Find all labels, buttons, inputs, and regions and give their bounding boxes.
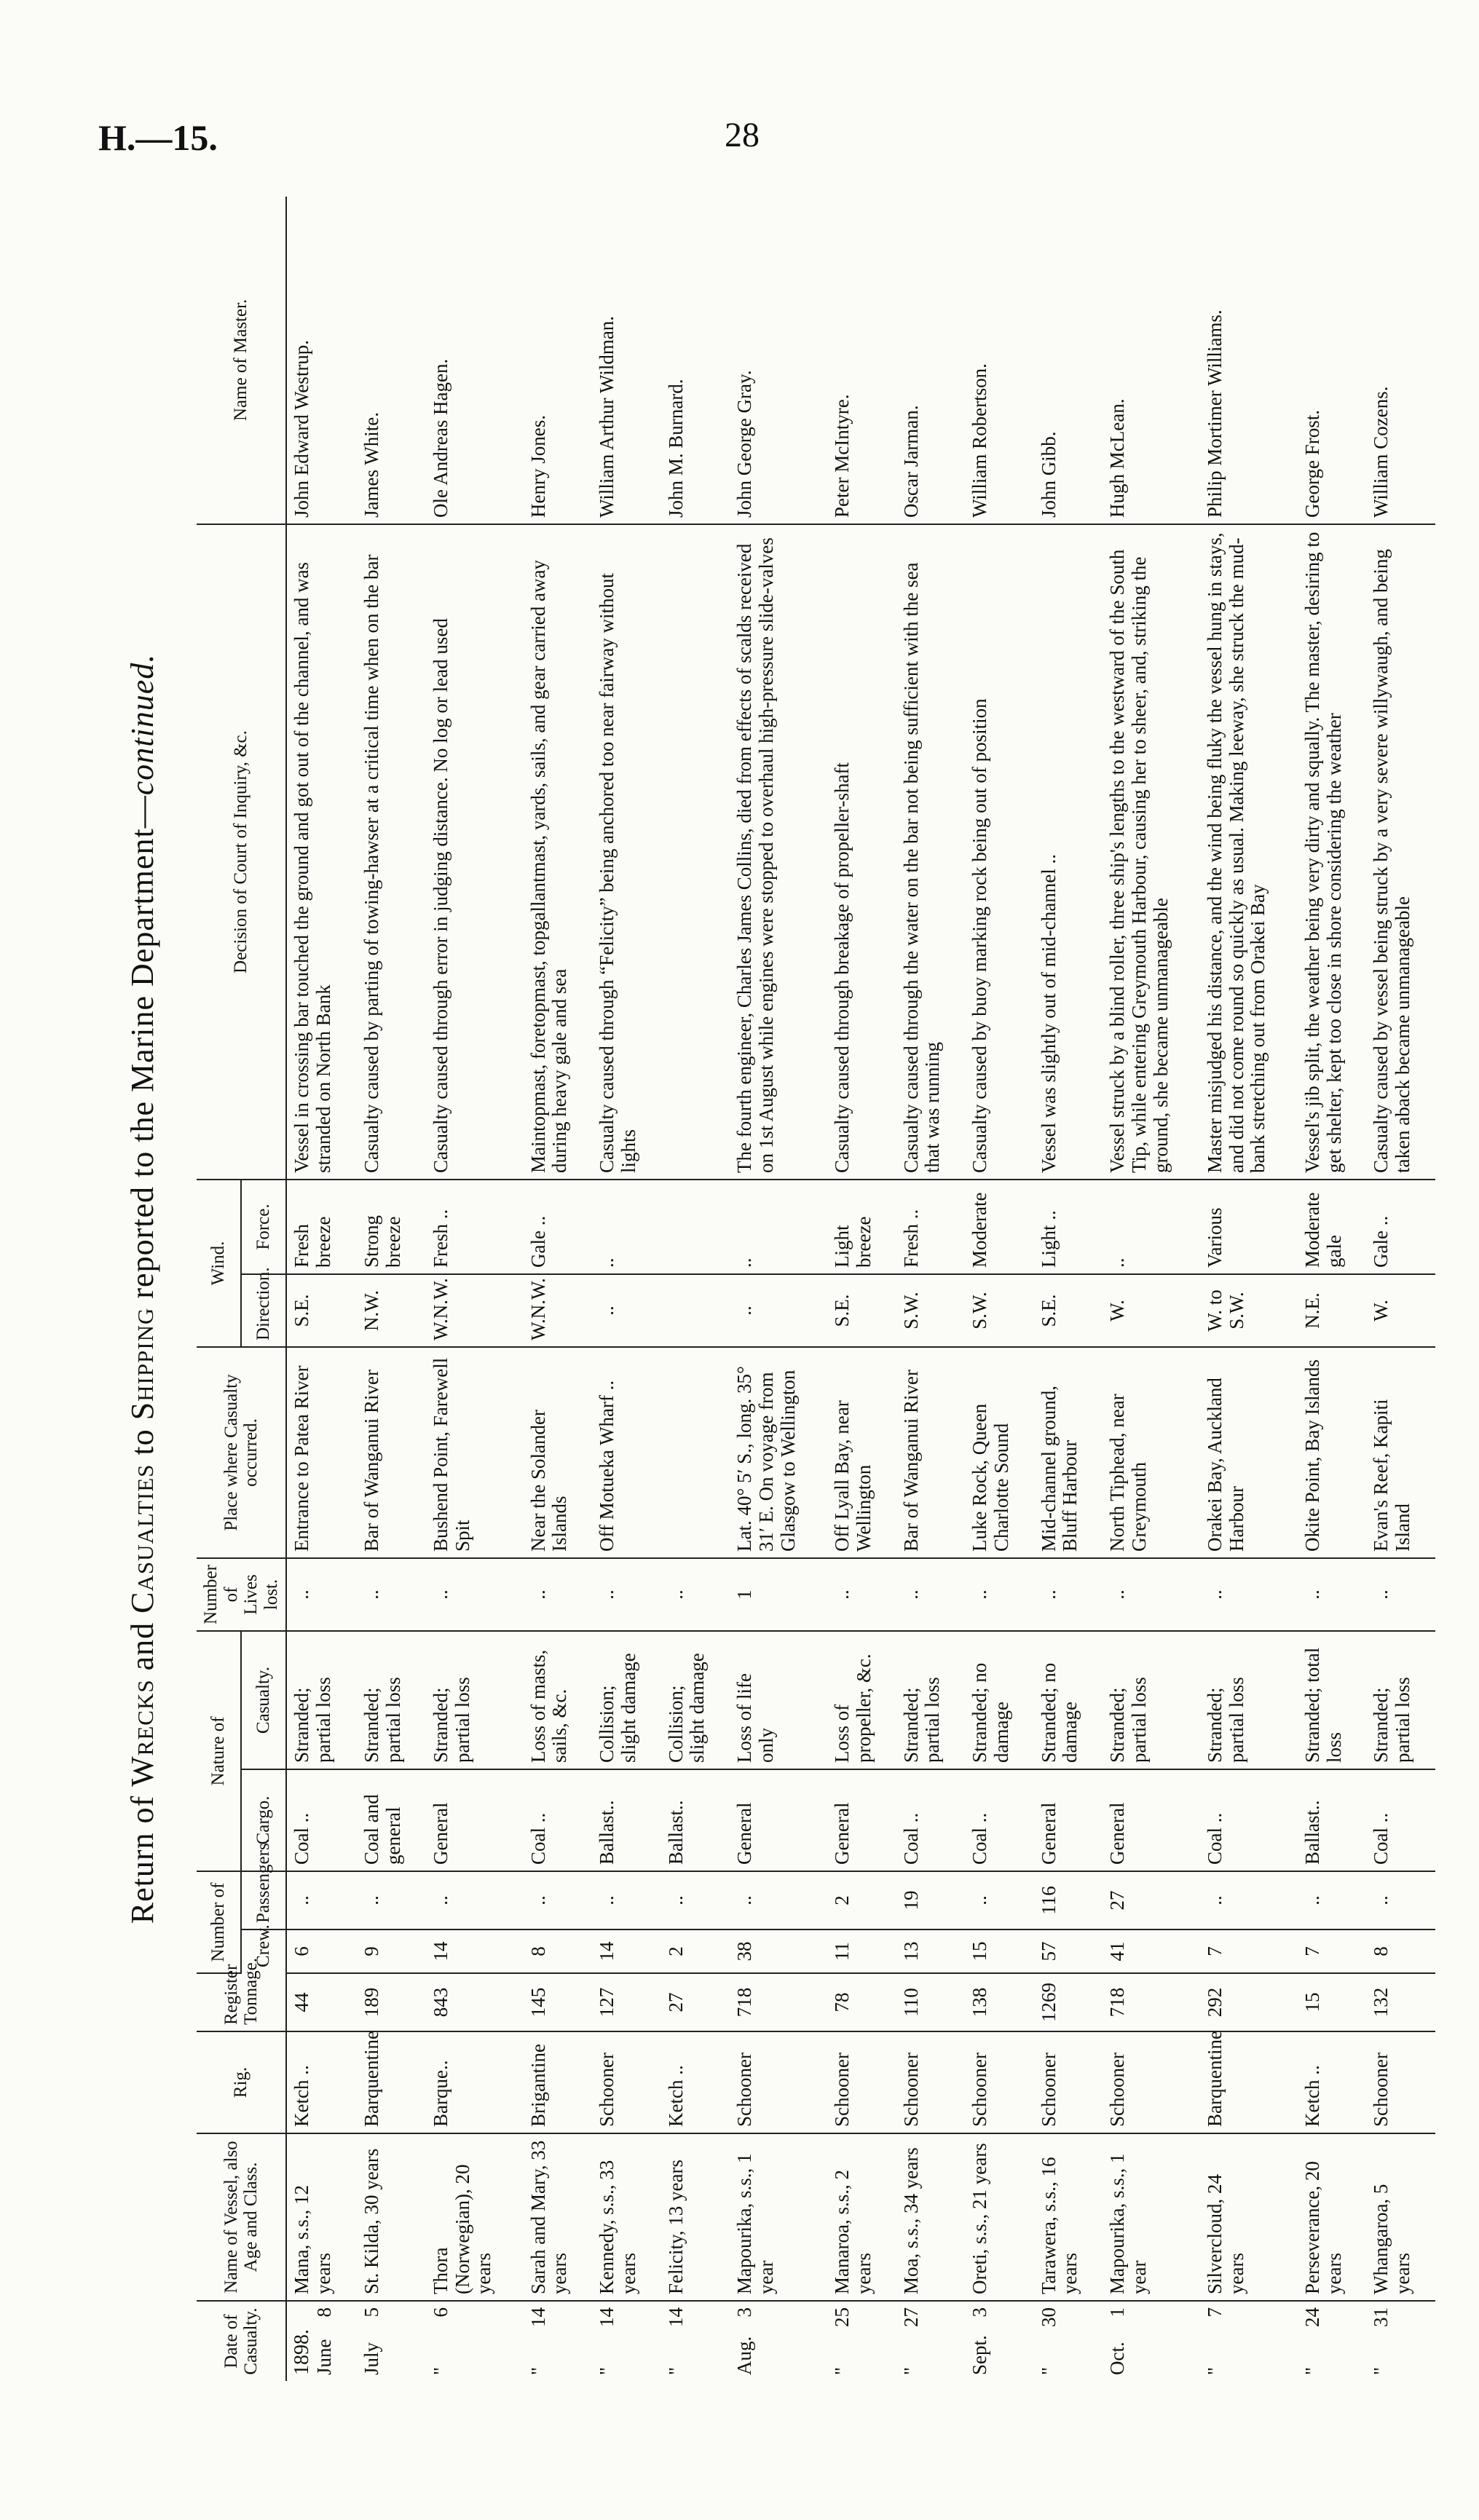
table-row bbox=[1366, 197, 1435, 2381]
col-decision: Decision of Court of Inquiry, &c. bbox=[197, 524, 286, 1180]
place-cell: Bar of Wanganui River bbox=[896, 1347, 966, 1558]
vessel-cell: Perseverance, 20 years bbox=[1298, 2133, 1367, 2301]
casualty-cell: Stranded; no damage bbox=[1034, 1631, 1103, 1769]
place-cell: Evan's Reef, Kapiti Island bbox=[1366, 1347, 1435, 1558]
crew-cell: 38 bbox=[730, 1930, 827, 1973]
place-cell: Orakei Bay, Auckland Harbour bbox=[1200, 1347, 1298, 1558]
tonnage-cell: 189 bbox=[357, 1973, 426, 2031]
wind-direction-cell: S.W. bbox=[965, 1274, 1034, 1347]
col-casualty: Casualty. bbox=[241, 1631, 286, 1769]
lives-lost-cell: .. bbox=[827, 1558, 896, 1631]
col-vessel: Name of Vessel, also Age and Class. bbox=[197, 2133, 286, 2301]
month: " bbox=[1370, 2366, 1392, 2375]
master-cell: John Edward Westrup. bbox=[286, 197, 357, 524]
passengers-cell: .. bbox=[1366, 1871, 1435, 1930]
table-row bbox=[730, 197, 827, 2381]
decision-cell: Casualty caused through error in judging distance. No log or lead used bbox=[426, 524, 524, 1180]
table-row bbox=[1034, 197, 1103, 2381]
tonnage-cell: 27 bbox=[661, 1973, 730, 2031]
master-cell: Peter McIntyre. bbox=[827, 197, 896, 524]
passengers-cell: .. bbox=[1298, 1871, 1367, 1930]
master-cell: William Robertson. bbox=[965, 197, 1034, 524]
col-direction: Direction. bbox=[241, 1274, 286, 1347]
vessel-cell: Kennedy, s.s., 33 years bbox=[592, 2133, 661, 2301]
tonnage-cell: 15 bbox=[1298, 1973, 1367, 2031]
day: 6 bbox=[429, 2307, 451, 2318]
cargo-cell: General bbox=[426, 1769, 524, 1871]
place-cell: Mid-channel ground, Bluff Harbour bbox=[1034, 1347, 1103, 1558]
passengers-cell: .. bbox=[524, 1871, 593, 1930]
tonnage-cell: 127 bbox=[592, 1973, 661, 2031]
lives-lost-cell: .. bbox=[524, 1558, 593, 1631]
master-cell: John M. Burnard. bbox=[661, 197, 730, 524]
col-master: Name of Master. bbox=[197, 197, 286, 524]
cargo-cell: Ballast.. bbox=[1298, 1769, 1367, 1871]
table-title: Return of Wrecks and Casualties to Shipping reported to the Marine Department—continued. bbox=[125, 653, 160, 1924]
lives-lost-cell: .. bbox=[896, 1558, 966, 1631]
rig-cell: Schooner bbox=[1034, 2031, 1103, 2133]
rig-cell: Barquentine bbox=[1200, 2031, 1298, 2133]
wind-direction-cell: W. to S.W. bbox=[1200, 1274, 1298, 1347]
tonnage-cell: 110 bbox=[896, 1973, 966, 2031]
vessel-cell: Mana, s.s., 12 years bbox=[286, 2133, 357, 2301]
passengers-cell: .. bbox=[357, 1871, 426, 1930]
date-cell bbox=[827, 2301, 896, 2381]
crew-cell: 9 bbox=[357, 1930, 426, 1973]
decision-cell: Casualty caused by parting of towing-hawser at a critical time when on the bar bbox=[357, 524, 426, 1180]
day: 27 bbox=[899, 2307, 922, 2327]
rig-cell: Ketch .. bbox=[286, 2031, 357, 2133]
rig-cell: Schooner bbox=[896, 2031, 966, 2133]
wind-force-cell: .. bbox=[1103, 1180, 1200, 1274]
casualty-cell: Collision; slight damage bbox=[661, 1631, 730, 1769]
lives-lost-cell: .. bbox=[661, 1558, 730, 1631]
date-cell bbox=[1366, 2301, 1435, 2381]
passengers-cell: .. bbox=[661, 1871, 730, 1930]
table-row bbox=[524, 197, 593, 2381]
tonnage-cell: 138 bbox=[965, 1973, 1034, 2031]
wind-force-cell: Strong breeze bbox=[357, 1180, 426, 1274]
tonnage-cell: 145 bbox=[524, 1973, 593, 2031]
vessel-cell: Sarah and Mary, 33 years bbox=[524, 2133, 593, 2301]
casualty-cell: Stranded; total loss bbox=[1298, 1631, 1367, 1769]
date-cell bbox=[1200, 2301, 1298, 2381]
decision-cell: The fourth engineer, Charles James Collins, died from effects of scalds received on 1st August while engines were stopped to overhaul high-pressure slide-valves bbox=[730, 524, 827, 1180]
decision-cell: Casualty caused by vessel being struck by a very severe willywaugh, and being taken aback became unmanageable bbox=[1366, 524, 1435, 1180]
wind-force-cell: Gale .. bbox=[1366, 1180, 1435, 1274]
col-cargo: Cargo. bbox=[241, 1769, 286, 1871]
month: June bbox=[312, 2339, 335, 2375]
col-passengers: Passengers. bbox=[241, 1871, 286, 1930]
place-cell: Entrance to Patea River bbox=[286, 1347, 357, 1558]
casualty-cell: Stranded; partial loss bbox=[357, 1631, 426, 1769]
master-cell: William Cozens. bbox=[1366, 197, 1435, 524]
tonnage-cell: 292 bbox=[1200, 1973, 1298, 2031]
day: 25 bbox=[831, 2307, 853, 2327]
passengers-cell: .. bbox=[1200, 1871, 1298, 1930]
table-row bbox=[592, 197, 661, 2381]
casualty-cell: Loss of propeller, &c. bbox=[827, 1631, 896, 1769]
rig-cell: Schooner bbox=[1366, 2031, 1435, 2133]
vessel-cell: Whangaroa, 5 years bbox=[1366, 2133, 1435, 2301]
month: Sept. bbox=[969, 2335, 991, 2375]
master-cell: John George Gray. bbox=[730, 197, 827, 524]
date-cell bbox=[592, 2301, 661, 2381]
place-cell bbox=[661, 1347, 730, 1558]
month: Oct. bbox=[1106, 2342, 1129, 2375]
col-number-of: Number of bbox=[197, 1871, 241, 1973]
vessel-cell: St. Kilda, 30 years bbox=[357, 2133, 426, 2301]
place-cell: Off Lyall Bay, near Wellington bbox=[827, 1347, 896, 1558]
crew-cell: 13 bbox=[896, 1930, 966, 1973]
crew-cell: 6 bbox=[286, 1930, 357, 1973]
wind-force-cell: Moderate bbox=[965, 1180, 1034, 1274]
decision-cell: Casualty caused through breakage of propeller-shaft bbox=[827, 524, 896, 1180]
place-cell: Bar of Wanganui River bbox=[357, 1347, 426, 1558]
date-cell bbox=[965, 2301, 1034, 2381]
wind-direction-cell: W.N.W. bbox=[426, 1274, 524, 1347]
col-force: Force. bbox=[241, 1180, 286, 1274]
date-cell bbox=[1103, 2301, 1200, 2381]
master-cell: Philip Mortimer Williams. bbox=[1200, 197, 1298, 524]
crew-cell: 11 bbox=[827, 1930, 896, 1973]
table-row bbox=[426, 197, 524, 2381]
master-cell: William Arthur Wildman. bbox=[592, 197, 661, 524]
wind-force-cell: .. bbox=[730, 1180, 827, 1274]
day: 1 bbox=[1106, 2307, 1129, 2318]
tonnage-cell: 44 bbox=[286, 1973, 357, 2031]
tonnage-cell: 718 bbox=[1103, 1973, 1200, 2031]
passengers-cell: 2 bbox=[827, 1871, 896, 1930]
rig-cell: Barquentine bbox=[357, 2031, 426, 2133]
lives-lost-cell: .. bbox=[357, 1558, 426, 1631]
month: " bbox=[429, 2366, 451, 2375]
rig-cell: Brigantine bbox=[524, 2031, 593, 2133]
month: " bbox=[831, 2366, 853, 2375]
date-cell bbox=[286, 2301, 357, 2381]
cargo-cell: Coal .. bbox=[286, 1769, 357, 1871]
tonnage-cell: 1269 bbox=[1034, 1973, 1103, 2031]
month: " bbox=[1203, 2366, 1226, 2375]
table-row bbox=[965, 197, 1034, 2381]
wind-direction-cell: N.E. bbox=[1298, 1274, 1367, 1347]
wind-force-cell: Fresh .. bbox=[896, 1180, 966, 1274]
crew-cell: 7 bbox=[1200, 1930, 1298, 1973]
place-cell: North Tiphead, near Greymouth bbox=[1103, 1347, 1200, 1558]
lives-lost-cell: .. bbox=[286, 1558, 357, 1631]
place-cell: Bushend Point, Farewell Spit bbox=[426, 1347, 524, 1558]
wind-direction-cell: W.N.W. bbox=[524, 1274, 593, 1347]
lives-lost-cell: 1 bbox=[730, 1558, 827, 1631]
col-lives-lost: Number of Lives lost. bbox=[197, 1558, 286, 1631]
col-rig: Rig. bbox=[197, 2031, 286, 2133]
day: 14 bbox=[664, 2307, 687, 2327]
date-cell bbox=[357, 2301, 426, 2381]
col-place: Place where Casualty occurred. bbox=[197, 1347, 286, 1558]
cargo-cell: General bbox=[1103, 1769, 1200, 1871]
month: " bbox=[1301, 2366, 1323, 2375]
lives-lost-cell: .. bbox=[1200, 1558, 1298, 1631]
col-crew: Crew. bbox=[241, 1930, 286, 1973]
master-cell: Henry Jones. bbox=[524, 197, 593, 524]
wind-force-cell: Various bbox=[1200, 1180, 1298, 1274]
day: 14 bbox=[596, 2307, 618, 2327]
cargo-cell: Ballast.. bbox=[592, 1769, 661, 1871]
passengers-cell: 19 bbox=[896, 1871, 966, 1930]
cargo-cell: Coal .. bbox=[524, 1769, 593, 1871]
passengers-cell: .. bbox=[730, 1871, 827, 1930]
cargo-cell: Coal .. bbox=[965, 1769, 1034, 1871]
rig-cell: Ketch .. bbox=[661, 2031, 730, 2133]
vessel-cell: Manaroa, s.s., 2 years bbox=[827, 2133, 896, 2301]
master-cell: George Frost. bbox=[1298, 197, 1367, 524]
place-cell: Lat. 40° 5′ S., long. 35° 31′ E. On voyage from Glasgow to Wellington bbox=[730, 1347, 827, 1558]
wind-force-cell: .. bbox=[592, 1180, 661, 1274]
lives-lost-cell: .. bbox=[426, 1558, 524, 1631]
table-row bbox=[661, 197, 730, 2381]
decision-cell: Vessel's jib split, the weather being very dirty and squally. The master, desiring to get shelter, kept too close in shore considering the weather bbox=[1298, 524, 1367, 1180]
wind-direction-cell: .. bbox=[592, 1274, 661, 1347]
place-cell: Off Motueka Wharf .. bbox=[592, 1347, 661, 1558]
passengers-cell: .. bbox=[965, 1871, 1034, 1930]
day: 24 bbox=[1301, 2307, 1323, 2327]
day: 8 bbox=[312, 2307, 335, 2318]
cargo-cell: Coal .. bbox=[1200, 1769, 1298, 1871]
crew-cell: 57 bbox=[1034, 1930, 1103, 1973]
col-tonnage: Register Tonnage. bbox=[197, 1973, 286, 2031]
decision-cell: Vessel was slightly out of mid-channel .. bbox=[1034, 524, 1103, 1180]
wind-direction-cell: .. bbox=[730, 1274, 827, 1347]
table-row bbox=[357, 197, 426, 2381]
cargo-cell: General bbox=[730, 1769, 827, 1871]
decision-cell bbox=[661, 524, 730, 1180]
crew-cell: 2 bbox=[661, 1930, 730, 1973]
day: 5 bbox=[360, 2307, 383, 2318]
rotated-table-region bbox=[124, 197, 1427, 2381]
wind-direction-cell: S.E. bbox=[286, 1274, 357, 1347]
casualty-cell: Stranded; partial loss bbox=[896, 1631, 966, 1769]
decision-cell: Casualty caused through “Felicity” being anchored too near fairway without lights bbox=[592, 524, 661, 1180]
decision-cell: Maintopmast, foretopmast, topgallantmast, yards, sails, and gear carried away during heavy gale and sea bbox=[524, 524, 593, 1180]
place-cell: Luke Rock, Queen Charlotte Sound bbox=[965, 1347, 1034, 1558]
date-cell bbox=[426, 2301, 524, 2381]
master-cell: John Gibb. bbox=[1034, 197, 1103, 524]
place-cell: Okite Point, Bay Islands bbox=[1298, 1347, 1367, 1558]
vessel-cell: Oreti, s.s., 21 years bbox=[965, 2133, 1034, 2301]
rig-cell: Schooner bbox=[827, 2031, 896, 2133]
cargo-cell: Coal .. bbox=[1366, 1769, 1435, 1871]
month: July bbox=[360, 2342, 383, 2375]
day: 3 bbox=[733, 2307, 756, 2318]
wind-direction-cell: S.E. bbox=[1034, 1274, 1103, 1347]
date-cell bbox=[730, 2301, 827, 2381]
table-row bbox=[896, 197, 966, 2381]
lives-lost-cell: .. bbox=[1103, 1558, 1200, 1631]
decision-cell: Vessel in crossing bar touched the ground and got out of the channel, and was stranded on North Bank bbox=[286, 524, 357, 1180]
cargo-cell: Ballast.. bbox=[661, 1769, 730, 1871]
master-cell: Ole Andreas Hagen. bbox=[426, 197, 524, 524]
wind-direction-cell bbox=[661, 1274, 730, 1347]
decision-cell: Casualty caused through the water on the bar not being sufficient with the sea that was running bbox=[896, 524, 966, 1180]
col-wind: Wind. bbox=[197, 1180, 241, 1347]
decision-cell: Master misjudged his distance, and the wind being fluky the vessel hung in stays, and did not come round so quickly as usual. Making leeway, she struck the mud-bank stretching out from Orakei Bay bbox=[1200, 524, 1298, 1180]
vessel-cell: Mapourika, s.s., 1 year bbox=[730, 2133, 827, 2301]
casualty-cell: Stranded; no damage bbox=[965, 1631, 1034, 1769]
casualty-cell: Loss of life only bbox=[730, 1631, 827, 1769]
cargo-cell: Coal .. bbox=[896, 1769, 966, 1871]
crew-cell: 7 bbox=[1298, 1930, 1367, 1973]
cargo-cell: General bbox=[827, 1769, 896, 1871]
tonnage-cell: 718 bbox=[730, 1973, 827, 2031]
tonnage-cell: 843 bbox=[426, 1973, 524, 2031]
table-row bbox=[286, 197, 357, 2381]
day: 7 bbox=[1203, 2307, 1226, 2318]
master-cell: Hugh McLean. bbox=[1103, 197, 1200, 524]
vessel-cell: Mapourika, s.s., 1 year bbox=[1103, 2133, 1200, 2301]
rig-cell: Schooner bbox=[730, 2031, 827, 2133]
vessel-cell: Thora (Norwegian), 20 years bbox=[426, 2133, 524, 2301]
crew-cell: 8 bbox=[1366, 1930, 1435, 1973]
wind-force-cell: Light .. bbox=[1034, 1180, 1103, 1274]
casualty-cell: Stranded; partial loss bbox=[1103, 1631, 1200, 1769]
tonnage-cell: 78 bbox=[827, 1973, 896, 2031]
vessel-cell: Felicity, 13 years bbox=[661, 2133, 730, 2301]
wind-direction-cell: W. bbox=[1366, 1274, 1435, 1347]
wind-direction-cell: S.E. bbox=[827, 1274, 896, 1347]
month: " bbox=[1037, 2366, 1060, 2375]
casualty-cell: Stranded; partial loss bbox=[286, 1631, 357, 1769]
rig-cell: Schooner bbox=[965, 2031, 1034, 2133]
col-nature-of: Nature of bbox=[197, 1631, 241, 1871]
lives-lost-cell: .. bbox=[965, 1558, 1034, 1631]
wind-force-cell bbox=[661, 1180, 730, 1274]
lives-lost-cell: .. bbox=[1034, 1558, 1103, 1631]
month: " bbox=[596, 2366, 618, 2375]
table-row bbox=[1298, 197, 1367, 2381]
day: 31 bbox=[1370, 2307, 1392, 2327]
wind-direction-cell: S.W. bbox=[896, 1274, 966, 1347]
vessel-cell: Moa, s.s., 34 years bbox=[896, 2133, 966, 2301]
col-date: Date of Casualty. bbox=[197, 2301, 286, 2381]
crew-cell: 15 bbox=[965, 1930, 1034, 1973]
date-cell bbox=[661, 2301, 730, 2381]
month: " bbox=[526, 2366, 549, 2375]
casualty-cell: Stranded; partial loss bbox=[1366, 1631, 1435, 1769]
decision-cell: Vessel struck by a blind roller, three ship's lengths to the westward of the South Tip, while entering Greymouth Harbour, causing her to sheer, and, striking the ground, she became unmanageable bbox=[1103, 524, 1200, 1180]
cargo-cell: Coal and general bbox=[357, 1769, 426, 1871]
day: 30 bbox=[1037, 2307, 1060, 2327]
wind-direction-cell: N.W. bbox=[357, 1274, 426, 1347]
crew-cell: 14 bbox=[592, 1930, 661, 1973]
date-cell bbox=[524, 2301, 593, 2381]
page-reference: H.—15. bbox=[98, 117, 218, 158]
date-cell bbox=[1034, 2301, 1103, 2381]
lives-lost-cell: .. bbox=[592, 1558, 661, 1631]
wind-force-cell: Gale .. bbox=[524, 1180, 593, 1274]
table-row bbox=[827, 197, 896, 2381]
master-cell: Oscar Jarman. bbox=[896, 197, 966, 524]
year-label: 1898. bbox=[291, 2329, 313, 2375]
passengers-cell: .. bbox=[592, 1871, 661, 1930]
wind-force-cell: Moderate gale bbox=[1298, 1180, 1367, 1274]
crew-cell: 14 bbox=[426, 1930, 524, 1973]
passengers-cell: 116 bbox=[1034, 1871, 1103, 1930]
casualty-table bbox=[197, 197, 1435, 2381]
passengers-cell: 27 bbox=[1103, 1871, 1200, 1930]
casualty-cell: Stranded; partial loss bbox=[1200, 1631, 1298, 1769]
month: " bbox=[664, 2366, 687, 2375]
casualty-cell: Collision; slight damage bbox=[592, 1631, 661, 1769]
wind-direction-cell: W. bbox=[1103, 1274, 1200, 1347]
cargo-cell: General bbox=[1034, 1769, 1103, 1871]
day: 14 bbox=[526, 2307, 549, 2327]
crew-cell: 41 bbox=[1103, 1930, 1200, 1973]
month: Aug. bbox=[733, 2336, 756, 2375]
wind-force-cell: Fresh .. bbox=[426, 1180, 524, 1274]
table-row bbox=[1103, 197, 1200, 2381]
rig-cell: Schooner bbox=[1103, 2031, 1200, 2133]
rig-cell: Barque.. bbox=[426, 2031, 524, 2133]
lives-lost-cell: .. bbox=[1366, 1558, 1435, 1631]
table-row bbox=[1200, 197, 1298, 2381]
vessel-cell: Silvercloud, 24 years bbox=[1200, 2133, 1298, 2301]
casualty-cell: Stranded; partial loss bbox=[426, 1631, 524, 1769]
date-cell bbox=[1298, 2301, 1367, 2381]
master-cell: James White. bbox=[357, 197, 426, 524]
passengers-cell: .. bbox=[286, 1871, 357, 1930]
day: 3 bbox=[969, 2307, 991, 2318]
tonnage-cell: 132 bbox=[1366, 1973, 1435, 2031]
wind-force-cell: Fresh breeze bbox=[286, 1180, 357, 1274]
rig-cell: Schooner bbox=[592, 2031, 661, 2133]
vessel-cell: Tarawera, s.s., 16 years bbox=[1034, 2133, 1103, 2301]
page-number: 28 bbox=[725, 116, 760, 154]
rig-cell: Ketch .. bbox=[1298, 2031, 1367, 2133]
passengers-cell: .. bbox=[426, 1871, 524, 1930]
decision-cell: Casualty caused by buoy marking rock being out of position bbox=[965, 524, 1034, 1180]
lives-lost-cell: .. bbox=[1298, 1558, 1367, 1631]
crew-cell: 8 bbox=[524, 1930, 593, 1973]
month: " bbox=[899, 2366, 922, 2375]
casualty-cell: Loss of masts, sails, &c. bbox=[524, 1631, 593, 1769]
place-cell: Near the Solander Islands bbox=[524, 1347, 593, 1558]
wind-force-cell: Light breeze bbox=[827, 1180, 896, 1274]
date-cell bbox=[896, 2301, 966, 2381]
